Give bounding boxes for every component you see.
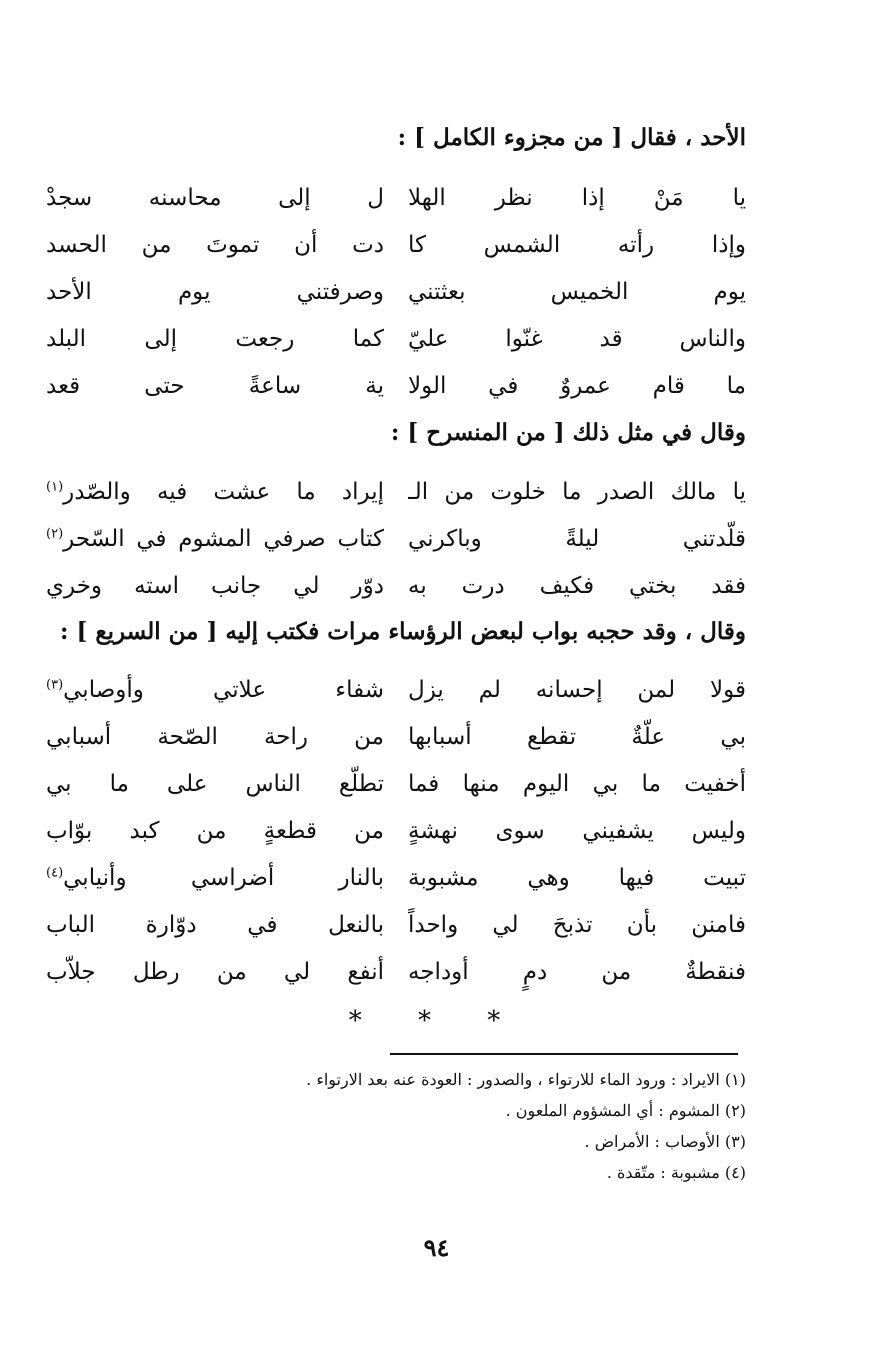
footnote-2: (٢) المشوم : أي المشؤوم الملعون . (505, 1101, 746, 1120)
intro-line-2: وقال في مثل ذلك [ من المنسرح ] : (390, 419, 746, 446)
footnote-1: (١) الايراد : ورود الماء للارتواء ، والصدور : العودة عنه بعد الارتواء . (306, 1070, 746, 1089)
second-hemistich-with-footnote (46, 855, 384, 902)
intro-line-3: وقال ، وقد حجبه بواب لبعض الرؤساء مرات فكتب إليه [ من السريع ] : (60, 618, 746, 645)
poem-1 (46, 175, 746, 410)
first-hemistich: قلّدتني ليلةً وباكرني (408, 526, 746, 552)
first-hemistich: ما قام عمروٌ في الولا (408, 373, 746, 399)
footnote-4: (٤) مشبوبة : متّقدة . (606, 1163, 746, 1182)
first-hemistich: بي علّةٌ تقطع أسبابها (408, 724, 746, 750)
verse (46, 222, 746, 269)
second-hemistich: ية ساعةً حتى قعد (46, 373, 384, 399)
first-hemistich: وإذا رأته الشمس كا (408, 232, 746, 258)
footnote-divider (390, 1053, 738, 1055)
second-hemistich: بالنار أضراسي وأنيابي (63, 865, 384, 891)
first-hemistich: والناس قد غنّوا عليّ (408, 326, 746, 352)
second-hemistich: كتاب صرفي المشوم في السّحر (63, 526, 384, 552)
verse (46, 175, 746, 222)
poem-2 (46, 469, 746, 610)
verse (46, 667, 746, 714)
verse (46, 902, 746, 949)
verse (46, 363, 746, 410)
second-hemistich: دت أن تموتَ من الحسد (46, 232, 384, 258)
verse (46, 563, 746, 610)
first-hemistich: فنقطةٌ من دمٍ أوداجه (408, 959, 746, 985)
second-hemistich: تطلّع الناس على ما بي (46, 771, 384, 797)
first-hemistich: تبيت فيها وهي مشبوبة (408, 865, 746, 891)
second-hemistich: من راحة الصّحة أسبابي (46, 724, 384, 750)
verse (46, 714, 746, 761)
second-hemistich: وصرفتني يوم الأحد (46, 279, 384, 305)
verse (46, 808, 746, 855)
verse (46, 516, 746, 563)
second-hemistich: دوّر لي جانب استه وخري (46, 573, 384, 599)
intro-line-1: الأحد ، فقال [ من مجزوء الكامل ] : (397, 124, 746, 151)
second-hemistich: أنفع لي من رطل جلاّب (46, 959, 384, 985)
first-hemistich: أخفيت ما بي اليوم منها فما (408, 771, 746, 797)
first-hemistich: قولا لمن إحسانه لم يزل (408, 677, 746, 703)
second-hemistich-with-footnote (46, 516, 384, 563)
second-hemistich: من قطعةٍ من كبد بوّاب (46, 818, 384, 844)
second-hemistich: كما رجعت إلى البلد (46, 326, 384, 352)
footnote-3: (٣) الأوصاب : الأمراض . (584, 1132, 746, 1151)
footnote-marker: (١) (46, 479, 64, 495)
verse (46, 269, 746, 316)
footnote-marker: (٢) (46, 526, 64, 542)
section-separator: * * * (348, 1006, 525, 1036)
first-hemistich: يوم الخميس بعثتني (408, 279, 746, 305)
verse (46, 855, 746, 902)
verse (46, 949, 746, 996)
first-hemistich: يا مَنْ إذا نظر الهلا (408, 185, 746, 211)
page-number: ٩٤ (423, 1233, 450, 1262)
second-hemistich: ل إلى محاسنه سجدْ (46, 185, 384, 211)
verse (46, 761, 746, 808)
second-hemistich: إيراد ما عشت فيه والصّدر (63, 479, 384, 505)
second-hemistich: بالنعل في دوّارة الباب (46, 912, 384, 938)
first-hemistich: يا مالك الصدر ما خلوت من الـ (408, 479, 746, 505)
first-hemistich: فامنن بأن تذبحَ لي واحداً (408, 912, 746, 938)
verse (46, 469, 746, 516)
second-hemistich: شفاء علاتي وأوصابي (63, 677, 384, 703)
first-hemistich: فقد بختي فكيف درت به (408, 573, 746, 599)
first-hemistich: وليس يشفيني سوى نهشةٍ (408, 818, 746, 844)
footnote-marker: (٤) (46, 865, 64, 881)
footnote-marker: (٣) (46, 677, 64, 693)
second-hemistich-with-footnote (46, 667, 384, 714)
poem-3 (46, 667, 746, 996)
verse (46, 316, 746, 363)
footnotes (46, 1064, 746, 1188)
second-hemistich-with-footnote (46, 469, 384, 516)
